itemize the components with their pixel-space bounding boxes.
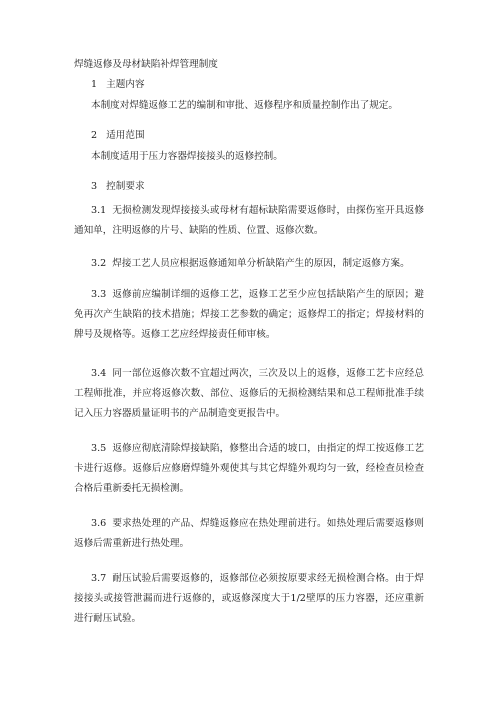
clause-text: 同一部位返修次数不宜超过两次，三次及以上的返修，返修工艺卡应经总工程师批准，并应将返修次数、部位、返修后的无损检测结果和总工程师批准手续记入压力容器质量证明书的产品制造变更报告中。 bbox=[74, 368, 424, 419]
clause-number: 3.7 bbox=[91, 573, 107, 584]
clause-number: 3.4 bbox=[91, 368, 107, 379]
clause-number: 3.3 bbox=[91, 289, 107, 300]
clause-3-1 bbox=[74, 201, 424, 241]
section-title: 控制要求 bbox=[106, 181, 145, 192]
clause-text: 无损检测发现焊接接头或母材有超标缺陷需要返修时，由探伤室开具返修通知单，注明返修的片号、缺陷的性质、位置、返修次数。 bbox=[74, 205, 424, 236]
section-title: 适用范围 bbox=[106, 130, 145, 141]
section-title: 主题内容 bbox=[106, 79, 145, 90]
clause-3-6 bbox=[74, 514, 424, 554]
section-heading-1 bbox=[91, 78, 145, 92]
section-number: 2 bbox=[91, 130, 98, 141]
clause-text: 焊接工艺人员应根据返修通知单分析缺陷产生的原因，制定返修方案。 bbox=[112, 258, 410, 269]
section-number: 3 bbox=[91, 181, 98, 192]
clause-3-2 bbox=[74, 254, 424, 274]
clause-number: 3.5 bbox=[91, 443, 107, 454]
clause-number: 3.6 bbox=[91, 518, 107, 529]
clause-number: 3.2 bbox=[91, 258, 107, 269]
clause-text: 耐压试验后需要返修的，返修部位必须按原要求经无损检测合格。由于焊接接头或接管泄漏而进行返修的，或返修深度大于1/2壁厚的压力容器，还应重新进行耐压试验。 bbox=[74, 573, 424, 624]
document-title: 焊缝返修及母材缺陷补焊管理制度 bbox=[74, 59, 218, 70]
clause-text: 返修前应编制详细的返修工艺，返修工艺至少应包括缺陷产生的原因；避免再次产生缺陷的技术措施；焊接工艺参数的确定；返修焊工的指定；焊接材料的牌号及规格等。返修工艺应经焊接责任师审核。 bbox=[74, 289, 424, 340]
clause-3-4 bbox=[74, 364, 424, 424]
clause-number: 3.1 bbox=[91, 205, 107, 216]
clause-3-7 bbox=[74, 569, 424, 629]
section-heading-2 bbox=[91, 129, 145, 143]
section-2-text: 本制度适用于压力容器焊接接头的返修控制。 bbox=[91, 151, 283, 162]
clause-3-3 bbox=[74, 285, 424, 345]
section-number: 1 bbox=[91, 79, 98, 90]
clause-3-5 bbox=[74, 439, 424, 499]
clause-text: 返修应彻底清除焊接缺陷，修整出合适的坡口，由指定的焊工按返修工艺卡进行返修。返修后应修磨焊缝外观使其与其它焊缝外观均匀一致，经检查员检查合格后重新委托无损检测。 bbox=[74, 443, 424, 494]
section-heading-3 bbox=[91, 180, 145, 194]
clause-text: 要求热处理的产品、焊缝返修应在热处理前进行。如热处理后需要返修则返修后需重新进行热处理。 bbox=[74, 518, 424, 549]
section-1-text: 本制度对焊缝返修工艺的编制和审批、返修程序和质量控制作出了规定。 bbox=[91, 100, 398, 111]
